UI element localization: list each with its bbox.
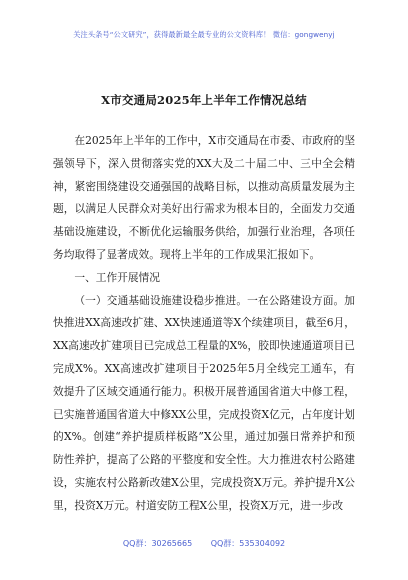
subsection-paragraph: （一）交通基础设施建设稳步推进。一在公路建设方面。加快推进XX高速改扩建、XX快速通道等X个续建项目，截至6月，XX高速改扩建项目已完成总工程量的X%，胶即快速通道项目已完成X%。XX高速改扩建项目于2025年5月全线完工通车，有效提升了区域交通通行能力。积极开展普通国省道大中修工程，已实施普通国省道大中修XX公里，完成投资X亿元，占年度计划的X%。创建“养护提质样板路”X公里，通过加强日常养护和预防性养护，提高了公路的平整度和安全性。大力推进农村公路建设，实施农村公路新改建X公里，完成投资X万元。养护提升X公里，投资X万元。村道安防工程X公里，投资X万元，进一步改 <box>53 293 355 512</box>
document-title: X市交通局2025年上半年工作情况总结 <box>101 93 307 107</box>
top-banner: 关注头条号“公文研究”，获得最新最全最专业的公文资料库！ 微信：gongwenyj <box>73 30 335 39</box>
qq-group-2: QQ群：535304092 <box>210 539 286 548</box>
footer-contact <box>0 538 408 549</box>
section-heading: 一、工作开展情况 <box>74 270 160 284</box>
document-body <box>53 130 355 518</box>
qq-group-1: QQ群：30265665 <box>122 539 193 548</box>
intro-paragraph: 在2025年上半年的工作中，X市交通局在市委、市政府的坚强领导下，深入贯彻落实党的XX大及二十届二中、三中全会精神，紧密围绕建设交通强国的战略目标，以推动高质量发展为主题，以满足人民群众对美好出行需求为根本目的，全面发力交通基础设施建设，不断优化运输服务供给，加强行业治理，各项任务均取得了显著成效。现将上半年的工作成果汇报如下。 <box>53 134 356 261</box>
